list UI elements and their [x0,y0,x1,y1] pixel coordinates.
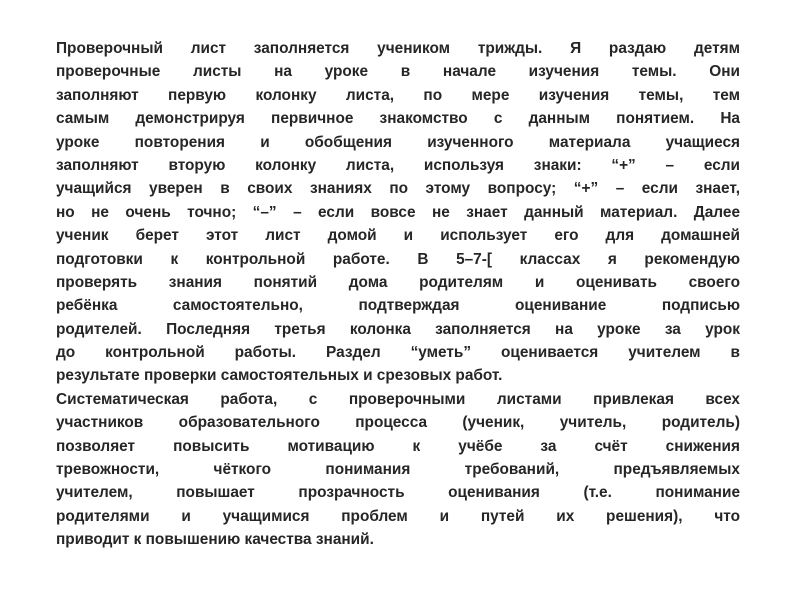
text-line: результате проверки самостоятельных и срезовых работ. [56,367,503,385]
text-line: заполняют вторую колонку листа, используя знаки: “+” – если [56,156,740,174]
text-line: учащийся уверен в своих знаниях по этому вопросу; “+” – если знает, [56,180,740,198]
text-line: но не очень точно; “–” – если вовсе не знает данный материал. Далее [56,203,740,221]
text-line: до контрольной работы. Раздел “уметь” оценивается учителем в [56,344,740,362]
text-line: приводит к повышению качества знаний. [56,531,374,549]
body-text [56,37,740,552]
text-line: Систематическая работа, с проверочными листами привлекая всех [56,390,740,408]
text-line: ученик берет этот лист домой и использует его для домашней [56,227,740,245]
text-line: самым демонстрируя первичное знакомство с данным понятием. На [56,110,740,128]
text-line: ребёнка самостоятельно, подтверждая оценивание подписью [56,297,740,315]
text-line: родителей. Последняя третья колонка заполняется на уроке за урок [56,320,740,338]
text-line: родителями и учащимися проблем и путей их решения), что [56,507,740,525]
text-line: проверочные листы на уроке в начале изучения темы. Они [56,63,740,81]
text-line: проверять знания понятий дома родителям и оценивать своего [56,273,740,291]
text-line: учителем, повышает прозрачность оценивания (т.е. понимание [56,484,740,502]
text-line: уроке повторения и обобщения изученного материала учащиеся [56,133,740,151]
text-line: подготовки к контрольной работе. В 5–7-[ классах я рекомендую [56,250,740,268]
text-line: Проверочный лист заполняется учеником трижды. Я раздаю детям [56,40,740,57]
text-line: участников образовательного процесса (ученик, учитель, родитель) [56,414,740,432]
text-line: заполняют первую колонку листа, по мере изучения темы, тем [56,86,740,104]
text-line: позволяет повысить мотивацию к учёбе за счёт снижения [56,437,740,455]
text-line: тревожности, чёткого понимания требований, предъявляемых [56,461,740,479]
